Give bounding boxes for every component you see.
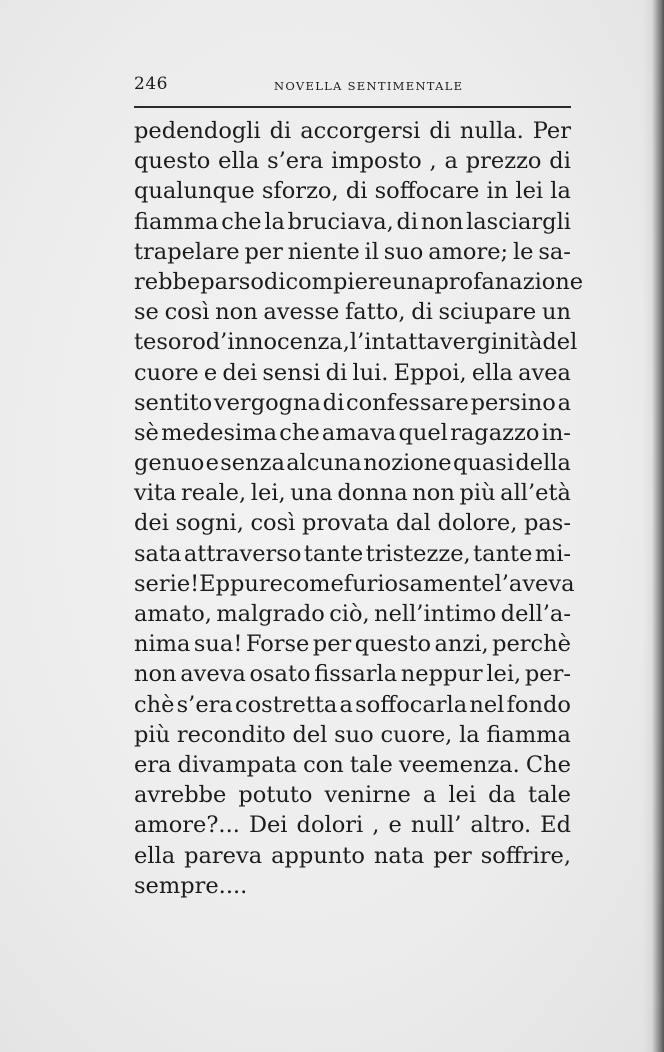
text-line: trapelare per niente il suo amore; le sa- [134, 238, 571, 265]
text-line: questo ella s’era imposto , a prezzo di [134, 148, 571, 175]
text-line: nima sua! Forse per questo anzi, perchè [134, 631, 571, 658]
text-line: tesoro d’innocenza, l’intatta verginità del [134, 329, 578, 356]
text-line: amato, malgrado ciò, nell’intimo dell’a- [134, 601, 571, 627]
text-line: amore?... Dei dolori , e null’ altro. Ed [134, 812, 571, 839]
text-line: rebbe parso di compiere una profanazione [134, 268, 584, 295]
text-line: sentito vergogna di confessare persino a [134, 389, 571, 416]
text-line: chè s’era costretta a soffocarla nel fondo [134, 691, 571, 718]
text-line: avrebbe potuto venirne a lei da tale [134, 782, 571, 809]
text-line: se così non avesse fatto, di sciupare un [134, 299, 571, 326]
text-line: serie! Eppure come furiosamente l’aveva [134, 570, 575, 597]
page-number: 246 [134, 74, 168, 94]
running-title: NOVELLA SENTIMENTALE [274, 79, 464, 93]
text-line: genuo e senza alcuna nozione quasi della [134, 450, 571, 477]
body-text [134, 116, 584, 901]
text-line: sempre.... [134, 872, 248, 899]
text-line: cuore e dei sensi di lui. Eppoi, ella avea [134, 359, 571, 386]
text-line: fiamma che la bruciava, di non lasciargli [134, 208, 571, 235]
text-line: non aveva osato fissarla neppur lei, per- [134, 661, 571, 688]
page-header [134, 74, 570, 96]
text-line: ella pareva appunto nata per soffrire, [134, 842, 571, 869]
text-line: era divampata con tale veemenza. Che [134, 751, 571, 778]
text-line: dei sogni, così provata dal dolore, pas- [134, 510, 571, 537]
text-line: qualunque sforzo, di soffocare in lei la [134, 178, 571, 205]
text-line: sè medesima che amava quel ragazzo in- [134, 419, 571, 446]
text-line: più recondito del suo cuore, la fiamma [134, 721, 571, 748]
text-line: sata attraverso tante tristezze, tante mi- [134, 540, 571, 567]
header-rule [134, 106, 571, 108]
page-edge-shadow [642, 0, 664, 1052]
text-line: pedendogli di accorgersi di nulla. Per [134, 118, 571, 144]
text-line: vita reale, lei, una donna non più all’età [134, 480, 571, 507]
